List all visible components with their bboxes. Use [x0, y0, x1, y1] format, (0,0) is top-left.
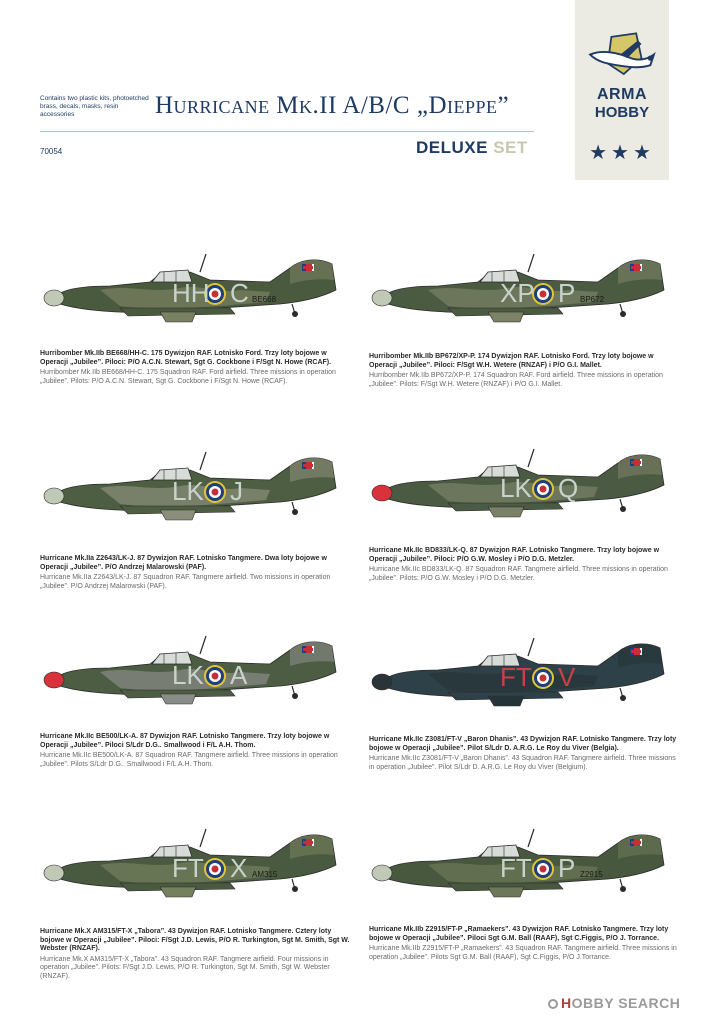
aerial-mast	[200, 636, 206, 654]
fin-flash	[302, 646, 314, 653]
fin-flash	[630, 264, 642, 271]
serial-number: BE668	[252, 295, 277, 304]
arma-hobby-logo	[580, 28, 664, 90]
code-letter-right: A	[230, 660, 248, 690]
fin-flash	[302, 839, 314, 846]
watermark-h: H	[561, 995, 572, 1011]
code-letters-left: FT	[500, 662, 532, 692]
caption-polish: Hurricane Mk.IIb Z2915/FT-P „Ramaekers”. 43 Dywizjon RAF. Lotnisko Tangmere. Trzy loty bojowe w Operacji „Jubilee”. Piloci Sgt G.M. Ball (RAAF), Sgt C.Figgis, P/O J. Torrance.	[369, 926, 669, 942]
code-letter-right: C	[230, 278, 249, 308]
brand-banner-tail	[575, 179, 669, 180]
radiator	[488, 312, 524, 322]
propeller-spinner	[44, 865, 64, 881]
title-divider	[40, 131, 534, 132]
aircraft-caption	[40, 555, 350, 591]
serial-number: Z2915	[580, 870, 603, 879]
code-letters-left: LK	[500, 473, 532, 503]
radiator	[488, 887, 524, 897]
code-letter-right: P	[558, 278, 576, 308]
propeller-spinner	[372, 290, 392, 306]
aerial-mast	[528, 449, 534, 467]
code-letter-right: V	[558, 662, 576, 692]
kit-code: 70054	[40, 147, 63, 156]
serial-number: BP672	[580, 295, 605, 304]
aircraft-profile	[40, 250, 340, 335]
fin-flash	[630, 648, 642, 655]
caption-english: Hurricane Mk.IIa Z2643/LK-J. 87 Squadron RAF. Tangmere airfield. Two missions in operation „Jubilee”. P/O Andrzej Malarowski (PAF).	[40, 574, 331, 590]
edition-label	[416, 138, 528, 158]
brand-name-line2: HOBBY	[594, 104, 650, 121]
aircraft-profile	[368, 445, 668, 530]
brand-name-line1: ARMA	[597, 86, 647, 103]
propeller-spinner	[44, 488, 64, 504]
serial-number: AM315	[252, 870, 278, 879]
caption-polish: Hurribomber Mk.IIb BP672/XP-P. 174 Dywizjon RAF. Lotnisko Ford. Trzy loty bojowe w Operacji „Jubilee”. Piloci: F/Sgt W.H. Wetere (RNZAF) i P/O G.I. Mallet.	[369, 353, 654, 369]
code-letters-left: LK	[172, 660, 204, 690]
caption-english: Hurribomber Mk.IIb BP672/XP-P. 174 Squadron RAF. Ford airfield. Three missions in operation „Jubilee”. Pilots: F/Sgt W.H. Wetere (RNZAF) i P/O G.I. Mallet.	[369, 372, 663, 388]
set-word: SET	[493, 138, 528, 157]
caption-polish: Hurricane Mk.IIc BD833/LK-Q. 87 Dywizjon RAF. Lotnisko Tangmere. Trzy loty bojowe w Operacji „Jubilee”. Piloci: P/O G.W. Mosley i P/O D.G. Metzler.	[369, 547, 660, 563]
fin-flash	[630, 459, 642, 466]
caption-english: Hurribomber Mk.IIb BE668/HH-C. 175 Squadron RAF. Ford airfield. Three missions in operation „Jubilee”. Pilots: P/O A.C.N. Stewart, Sgt G. Cockbone i F/Sgt N. Howe (RCAF).	[40, 369, 336, 385]
page-title: Hurricane Mk.II A/B/C „Dieppe”	[155, 92, 510, 119]
code-letter-right: Q	[558, 473, 579, 503]
aircraft-profile	[40, 632, 340, 717]
code-letters-left: FT	[172, 853, 204, 883]
radiator	[160, 694, 196, 704]
aircraft-profile	[368, 634, 668, 719]
watermark	[548, 995, 680, 1011]
propeller-spinner	[44, 672, 64, 688]
code-letters-left: HH	[172, 278, 210, 308]
aerial-mast	[528, 254, 534, 272]
aircraft-caption	[369, 926, 679, 962]
code-letter-right: J	[230, 476, 243, 506]
aircraft-profile	[368, 250, 668, 335]
fin-flash	[302, 462, 314, 469]
watermark-text: OBBY SEARCH	[571, 995, 681, 1011]
aircraft-profile	[40, 825, 340, 910]
aerial-mast	[200, 452, 206, 470]
radiator	[160, 510, 196, 520]
aerial-mast	[528, 829, 534, 847]
propeller-spinner	[44, 290, 64, 306]
roundel	[532, 283, 554, 305]
caption-polish: Hurricane Mk.X AM315/FT-X „Tabora”. 43 Dywizjon RAF. Lotnisko Tangmere. Cztery loty bojowe w Operacji „Jubilee”. Piloci: F/Sgt J.D. Lewis, P/O R. Turkington, Sgt M. Smith, Sgt W. Webster (RNZAF).	[40, 928, 350, 953]
code-letters-left: XP	[500, 278, 535, 308]
radiator	[160, 312, 196, 322]
aircraft-caption	[369, 547, 679, 583]
watermark-icon	[548, 999, 558, 1009]
aircraft-caption	[40, 733, 350, 769]
code-letters-left: LK	[172, 476, 204, 506]
code-letter-right: X	[230, 853, 248, 883]
caption-english: Hurricane Mk.IIc BE500/LK-A. 87 Squadron RAF. Tangmere airfield. Three missions in operation „Jubilee”. Pilots S/Ldr D.G.. Smallwood i F/L A.H. Thom.	[40, 752, 338, 768]
kit-contents-text: Contains two plastic kits, photoetched brass, decals, masks, resin accessories	[40, 95, 149, 118]
aerial-mast	[200, 254, 206, 272]
caption-polish: Hurricane Mk.IIc BE500/LK-A. 87 Dywizjon RAF. Lotnisko Tangmere. Trzy loty bojowe w Operacji „Jubilee”. Piloci S/Ldr D.G.. Smallwood i F/L A.H. Thom.	[40, 733, 330, 749]
caption-polish: Hurribomber Mk.IIb BE668/HH-C. 175 Dywizjon RAF. Lotnisko Ford. Trzy loty bojowe w Operacji „Jubilee”. Piloci: P/O A.C.N. Stewart, Sgt G. Cockbone i F/Sgt N. Howe (RCAF).	[40, 350, 332, 366]
aircraft-profile	[368, 825, 668, 910]
aircraft-caption	[369, 353, 679, 389]
caption-english: Hurricane Mk.IIc Z3081/FT-V „Baron Dhanis”. 43 Squadron RAF. Tangmere airfield. Three missions in operation „Jubilee”. Pilot S/Ldr D. A.R.G. Le Roy du Viver (Belgium).	[369, 755, 676, 771]
aircraft-caption	[40, 350, 350, 386]
radiator	[160, 887, 196, 897]
propeller-spinner	[372, 865, 392, 881]
propeller-spinner	[372, 674, 392, 690]
radiator	[488, 507, 524, 517]
fin-flash	[630, 839, 642, 846]
roundel	[532, 478, 554, 500]
code-letters-left: FT	[500, 853, 532, 883]
deluxe-word: DELUXE	[416, 138, 488, 157]
code-letter-right: P	[558, 853, 576, 883]
roundel	[532, 667, 554, 689]
propeller-spinner	[372, 485, 392, 501]
radiator	[488, 696, 524, 706]
roundel	[204, 858, 226, 880]
roundel	[532, 858, 554, 880]
caption-english: Hurricane Mk.IIb Z2915/FT-P „Ramaekers”. 43 Squadron RAF. Tangmere airfield. Three missions in operation „Jubilee”. Pilots Sgt G.M. Ball (RAAF), Sgt C.Figgis, P/O J.Torrance.	[369, 945, 677, 961]
aircraft-caption	[40, 928, 350, 982]
fin-flash	[302, 264, 314, 271]
star-rating: ★★★	[589, 142, 655, 164]
roundel	[204, 665, 226, 687]
aerial-mast	[528, 638, 534, 656]
aircraft-caption	[369, 736, 679, 772]
caption-polish: Hurricane Mk.IIc Z3081/FT-V „Baron Dhanis”. 43 Dywizjon RAF. Lotnisko Tangmere. Trzy loty bojowe w Operacji „Jubilee”. Pilot S/Ldr D. A.R.G. Le Roy du Viver (Belgia).	[369, 736, 677, 752]
caption-english: Hurricane Mk.X AM315/FT-X „Tabora”. 43 Squadron RAF. Tangmere airfield. Four missions in operation „Jubilee”. Pilots: F/Sgt J.D. Lewis, P/O R. Turkington, Sgt M. Smith, Sgt W. Webster (RNZAF).	[40, 955, 330, 980]
caption-english: Hurricane Mk.IIc BD833/LK-Q. 87 Squadron RAF. Tangmere airfield. Three missions in operation „Jubilee”. Pilots: P/O G.W. Mosley i P/O D.G. Metzler.	[369, 566, 668, 582]
aircraft-profile	[40, 448, 340, 533]
aerial-mast	[200, 829, 206, 847]
roundel	[204, 481, 226, 503]
caption-polish: Hurricane Mk.IIa Z2643/LK-J. 87 Dywizjon RAF. Lotnisko Tangmere. Dwa loty bojowe w Operacji „Jubilee”. P/O Andrzej Malarowski (PAF).	[40, 555, 327, 571]
